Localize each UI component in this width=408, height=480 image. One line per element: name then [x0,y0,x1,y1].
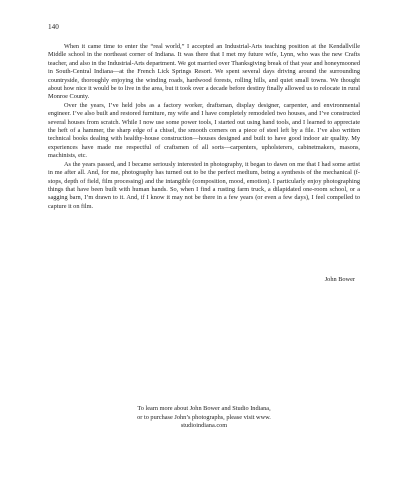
footer-line: To learn more about John Bower and Studio Indiana, [137,405,271,412]
paragraph-photography: As the years passed, and I became seriously interested in photography, it began to dawn on me that I had some artist in me after all. And, for me, photography has turned out to be the perfect medium, being a synthesis of the mechanical (f-stops, depth of field, film processing) and the intangible (composition, mood, emotion). I particularly enjoy photographing things that have been built with human hands. So, when I find a rusting farm truck, a dilapidated one-room school, or a sagging barn, I’m drawn to it. And, if I know it may not be there in a few years (or even a few days), I feel compelled to capture it on film. [48,160,360,210]
paragraph-career-start: When it came time to enter the “real world,” I accepted an Industrial-Arts teaching position at the Kendallville Middle school in the northeast corner of Indiana. It was there that I met my future wife, Lynn, who was the new Crafts teacher, and also in the Industrial-Arts department. We got married over Thanksgiving break of that year and honeymooned in South-Central Indiana—at the French Lick Springs Resort. We spent several days driving around the surrounding countryside, thoroughly enjoying the winding roads, hardwood forests, rolling hills, and quiet small towns. We thought about how nice it would be to live in the area, but it took over a decade before destiny finally allowed us to relocate in rural Monroe County. [48,43,360,101]
footer-website: studioindiana.com [180,422,228,429]
footer-note [48,405,360,431]
author-signature: John Bower [324,276,355,283]
footer-line: or to purchase John’s photographs, please visit www. [137,413,271,421]
body-text [48,43,360,211]
paragraph-jobs-and-crafts: Over the years, I’ve held jobs as a factory worker, draftsman, display designer, carpenter, and environmental engineer. I’ve also built and restored furniture, my wife and I have completely remodeled two houses, and I’ve constructed several houses from scratch. While I now use some power tools, I started out using hand tools, and I learned to appreciate the heft of a hammer, the sharp edge of a chisel, the smooth corners on a piece of steel left by a file. I’ve also written technical books dealing with healthy-house construction—houses designed and built to have good indoor air quality. My experiences have made me respectful of craftsmen of all sorts—carpenters, upholsterers, cabinetmakers, masons, machinists, etc. [48,101,360,160]
page-number: 140 [48,23,59,31]
